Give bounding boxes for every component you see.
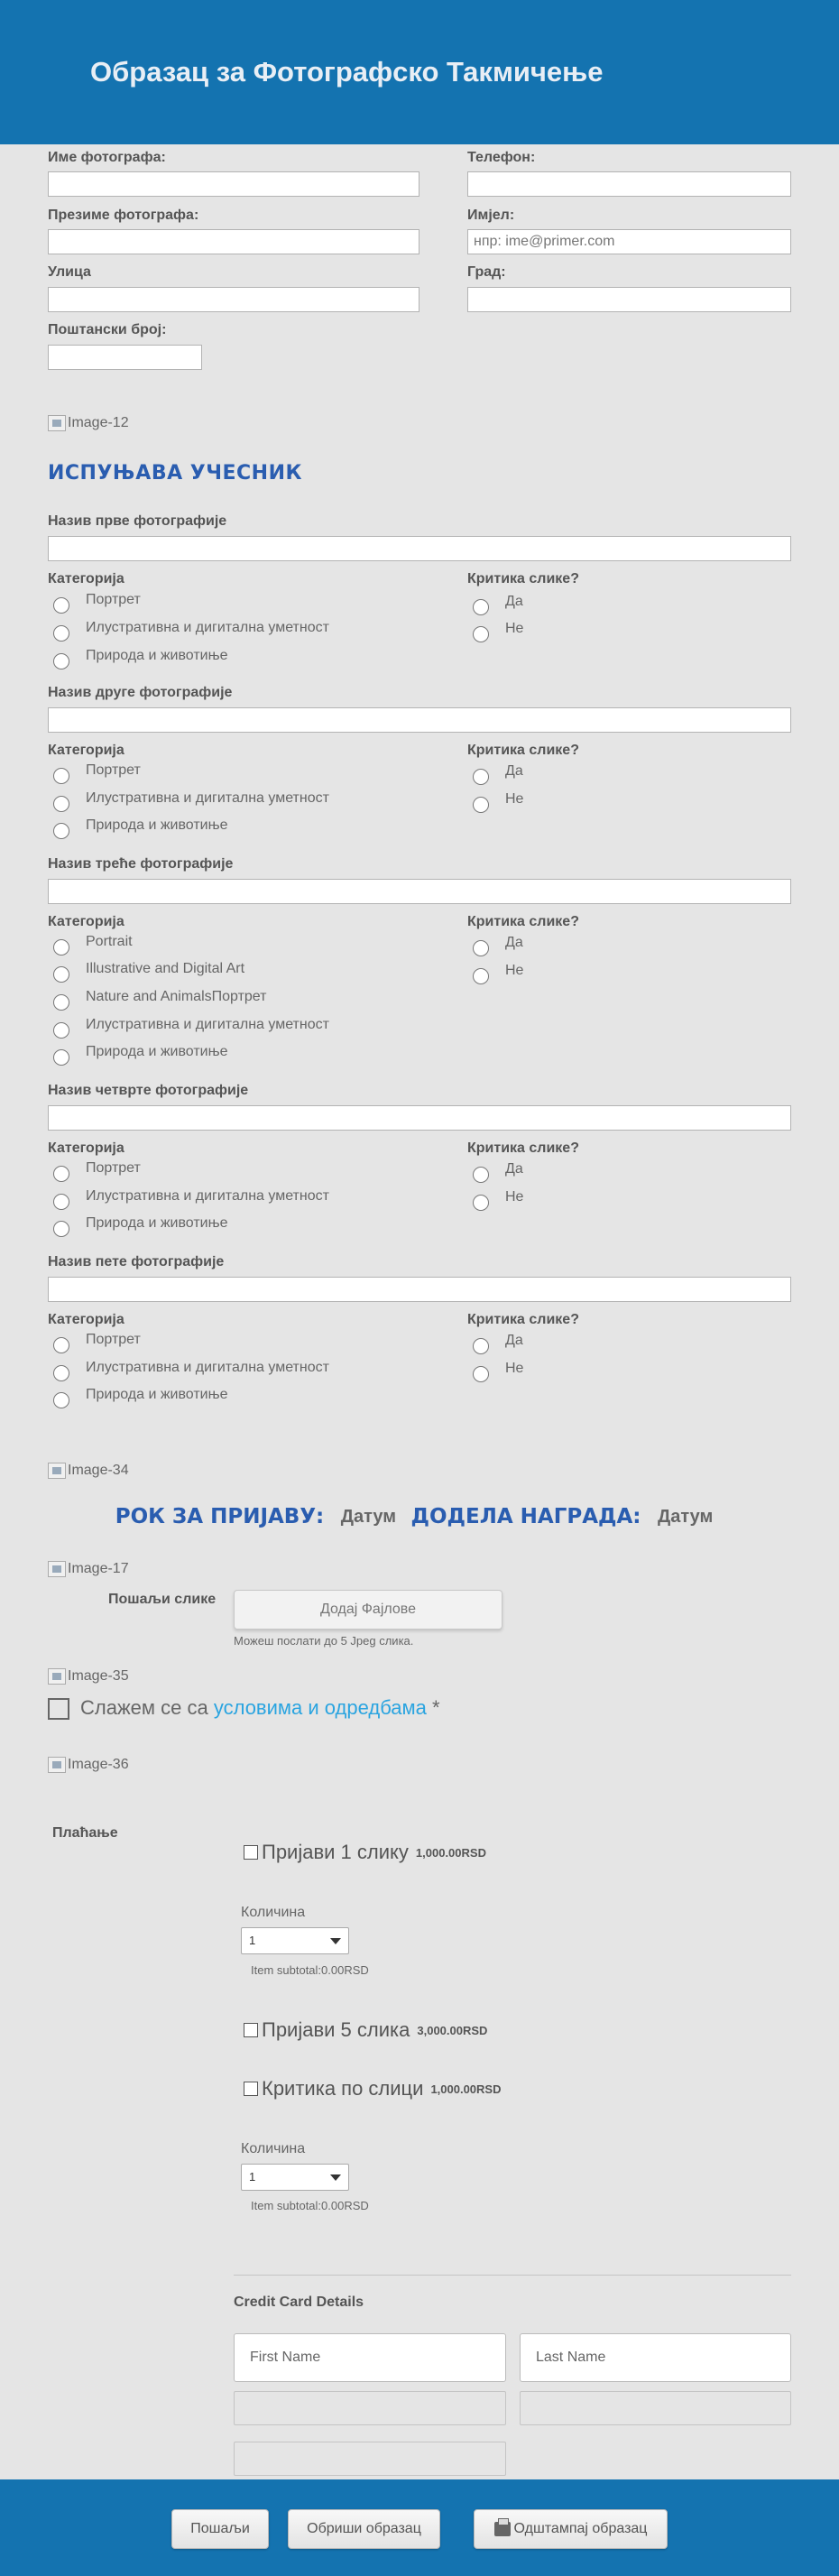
product-2[interactable]: Пријави 5 слика 3,000.00RSD: [244, 2018, 487, 2042]
last-name-label: Презиме фотографа:: [48, 208, 199, 223]
required-mark: *: [426, 1696, 440, 1719]
radio-button[interactable]: [53, 1194, 69, 1210]
city-label: Град:: [467, 264, 506, 280]
first-name-label: Име фотографа:: [48, 150, 166, 165]
photo-3-category-option[interactable]: Nature and AnimalsПортрет: [53, 989, 267, 1011]
section-title: ИСПУЊАВА УЧЕСНИК: [48, 462, 302, 485]
radio-button[interactable]: [53, 966, 69, 983]
cc-field-2[interactable]: [520, 2391, 791, 2425]
photo-4-category-option[interactable]: Илустративна и дигитална уметност: [53, 1188, 329, 1210]
radio-button[interactable]: [473, 1338, 489, 1354]
photo-1-category-label: Категорија: [48, 571, 124, 586]
street-label: Улица: [48, 264, 91, 280]
photo-2-category-option[interactable]: Портрет: [53, 762, 141, 784]
radio-button[interactable]: [53, 823, 69, 839]
product-3-price: 1,000.00RSD: [430, 2082, 502, 2096]
radio-button[interactable]: [53, 994, 69, 1011]
photo-2-title-label: Назив друге фотографије: [48, 685, 233, 700]
broken-image-icon: [48, 1668, 66, 1685]
cc-field-1[interactable]: [234, 2391, 506, 2425]
radio-button[interactable]: [473, 1167, 489, 1183]
photo-5-category-option[interactable]: Илустративна и дигитална уметност: [53, 1360, 329, 1381]
radio-button[interactable]: [473, 626, 489, 642]
photo-3-critique-label: Критика слике?: [467, 914, 579, 929]
payment-label: Плаћање: [52, 1825, 118, 1841]
product-1[interactable]: Пријави 1 слику 1,000.00RSD: [244, 1841, 486, 1864]
photo-1-critique-label: Критика слике?: [467, 571, 579, 586]
photo-1-category-option[interactable]: Илустративна и дигитална уметност: [53, 620, 329, 642]
photo-3-critique-option[interactable]: Да: [473, 935, 523, 956]
quantity-select-1[interactable]: 1: [241, 1927, 349, 1954]
photo-1-title-label: Назив прве фотографије: [48, 513, 227, 529]
form-header: [0, 0, 839, 144]
form-title: Образац за Фотографско Такмичење: [90, 56, 604, 88]
product-2-price: 3,000.00RSD: [417, 2023, 488, 2037]
radio-button[interactable]: [53, 597, 69, 614]
photo-5-critique-option[interactable]: Да: [473, 1333, 523, 1354]
radio-button[interactable]: [53, 1022, 69, 1039]
email-input[interactable]: нпр: ime@primer.com: [467, 229, 791, 254]
deadline-label: РОК ЗА ПРИЈАВУ:: [115, 1505, 325, 1528]
cc-first-name-input[interactable]: First Name: [234, 2333, 506, 2382]
upload-note: Можеш послати до 5 Jpeg слика.: [234, 1634, 414, 1648]
terms-text: Слажем се са условима и одредбама *: [80, 1696, 440, 1719]
radio-button[interactable]: [53, 1049, 69, 1066]
terms-checkbox[interactable]: [48, 1698, 69, 1720]
photo-4-critique-option[interactable]: Не: [473, 1189, 523, 1211]
broken-image-36: Image-36: [48, 1757, 129, 1773]
photo-3-critique-option[interactable]: Не: [473, 963, 523, 984]
chevron-down-icon: [330, 2174, 341, 2181]
print-form-button[interactable]: Одштампај образац: [474, 2509, 668, 2549]
cc-last-name-input[interactable]: Last Name: [520, 2333, 791, 2382]
submit-button[interactable]: Пошаљи: [171, 2509, 269, 2549]
radio-button[interactable]: [473, 1195, 489, 1211]
broken-image-icon: [48, 415, 66, 431]
photo-1-category-option[interactable]: Портрет: [53, 592, 141, 614]
quantity-select-3[interactable]: 1: [241, 2164, 349, 2191]
product-2-checkbox[interactable]: [244, 2023, 258, 2037]
phone-input[interactable]: [467, 171, 791, 197]
deadline-value: Датум: [340, 1506, 397, 1527]
printer-icon: [494, 2522, 511, 2536]
email-label: Имјел:: [467, 208, 515, 223]
broken-image-17: Image-17: [48, 1561, 129, 1577]
zip-input[interactable]: [48, 345, 202, 370]
photo-5-category-label: Категорија: [48, 1312, 124, 1327]
radio-button[interactable]: [53, 1337, 69, 1353]
photo-4-category-option[interactable]: Природа и животиње: [53, 1215, 228, 1237]
radio-button[interactable]: [53, 939, 69, 956]
photo-2-category-option[interactable]: Природа и животиње: [53, 817, 228, 839]
photo-5-title-label: Назив пете фотографије: [48, 1254, 225, 1270]
product-1-price: 1,000.00RSD: [415, 1845, 486, 1860]
add-files-button[interactable]: Додај Фајлове: [234, 1590, 502, 1630]
radio-button[interactable]: [53, 653, 69, 669]
photo-4-title-input[interactable]: [48, 1105, 791, 1131]
broken-image-34: Image-34: [48, 1463, 129, 1479]
photo-5-category-option[interactable]: Природа и животиње: [53, 1387, 228, 1408]
radio-button[interactable]: [53, 768, 69, 784]
broken-image-icon: [48, 1561, 66, 1577]
photo-3-category-option[interactable]: Природа и животиње: [53, 1044, 228, 1066]
radio-button[interactable]: [473, 940, 489, 956]
photo-3-category-option[interactable]: Portrait: [53, 934, 133, 956]
photo-3-category-option[interactable]: Illustrative and Digital Art: [53, 961, 244, 983]
photo-3-title-input[interactable]: [48, 879, 791, 904]
radio-button[interactable]: [473, 599, 489, 615]
radio-button[interactable]: [473, 1366, 489, 1382]
photo-5-title-input[interactable]: [48, 1277, 791, 1302]
photo-4-title-label: Назив четврте фотографије: [48, 1083, 249, 1098]
quantity-label: Количина: [241, 2141, 306, 2156]
photo-1-title-input[interactable]: [48, 536, 791, 561]
photo-4-critique-label: Критика слике?: [467, 1140, 579, 1156]
photo-4-critique-option[interactable]: Да: [473, 1161, 523, 1183]
item-subtotal-3: Item subtotal:0.00RSD: [251, 2199, 369, 2212]
photo-1-critique-option[interactable]: Не: [473, 621, 523, 642]
photo-5-critique-option[interactable]: Не: [473, 1361, 523, 1382]
photo-4-category-label: Категорија: [48, 1140, 124, 1156]
photo-2-category-option[interactable]: Илустративна и дигитална уметност: [53, 790, 329, 812]
item-subtotal-1: Item subtotal:0.00RSD: [251, 1963, 369, 1977]
photo-3-category-option[interactable]: Илустративна и дигитална уметност: [53, 1017, 329, 1039]
first-name-input[interactable]: [48, 171, 420, 197]
chevron-down-icon: [330, 1938, 341, 1944]
clear-form-button[interactable]: Обриши образац: [288, 2509, 440, 2549]
radio-button[interactable]: [53, 796, 69, 812]
radio-button[interactable]: [53, 1166, 69, 1182]
photo-1-category-option[interactable]: Природа и животиње: [53, 648, 228, 669]
city-input[interactable]: [467, 287, 791, 312]
street-input[interactable]: [48, 287, 420, 312]
award-label: ДОДЕЛА НАГРАДА:: [410, 1505, 641, 1528]
photo-5-critique-label: Критика слике?: [467, 1312, 579, 1327]
last-name-input[interactable]: [48, 229, 420, 254]
product-3-checkbox[interactable]: [244, 2082, 258, 2096]
photo-2-category-label: Категорија: [48, 743, 124, 758]
product-3[interactable]: Критика по слици 1,000.00RSD: [244, 2077, 502, 2101]
award-value: Датум: [657, 1506, 714, 1527]
photo-1-critique-option[interactable]: Да: [473, 594, 523, 615]
radio-button[interactable]: [473, 797, 489, 813]
photo-2-critique-option[interactable]: Да: [473, 763, 523, 785]
upload-label: Пошаљи слике: [108, 1592, 217, 1607]
photo-2-critique-label: Критика слике?: [467, 743, 579, 758]
deadline-row: [0, 1505, 839, 1528]
photo-2-critique-option[interactable]: Не: [473, 791, 523, 813]
radio-button[interactable]: [53, 625, 69, 642]
photo-5-category-option[interactable]: Портрет: [53, 1332, 141, 1353]
product-1-checkbox[interactable]: [244, 1845, 258, 1860]
broken-image-icon: [48, 1757, 66, 1773]
zip-label: Поштански број:: [48, 322, 167, 337]
broken-image-12: Image-12: [48, 415, 129, 431]
radio-button[interactable]: [53, 1221, 69, 1237]
radio-button[interactable]: [473, 968, 489, 984]
photo-3-title-label: Назив треће фотографије: [48, 856, 234, 872]
photo-2-title-input[interactable]: [48, 707, 791, 733]
terms-link[interactable]: условима и одредбама: [213, 1696, 427, 1719]
quantity-label: Количина: [241, 1905, 306, 1920]
phone-label: Телефон:: [467, 150, 536, 165]
cc-field-3[interactable]: [234, 2442, 506, 2476]
photo-3-category-label: Категорија: [48, 914, 124, 929]
photo-4-category-option[interactable]: Портрет: [53, 1160, 141, 1182]
divider: [234, 2275, 791, 2276]
radio-button[interactable]: [473, 769, 489, 785]
radio-button[interactable]: [53, 1392, 69, 1408]
credit-card-title: Credit Card Details: [234, 2294, 364, 2310]
broken-image-35: Image-35: [48, 1668, 129, 1685]
broken-image-icon: [48, 1463, 66, 1479]
radio-button[interactable]: [53, 1365, 69, 1381]
